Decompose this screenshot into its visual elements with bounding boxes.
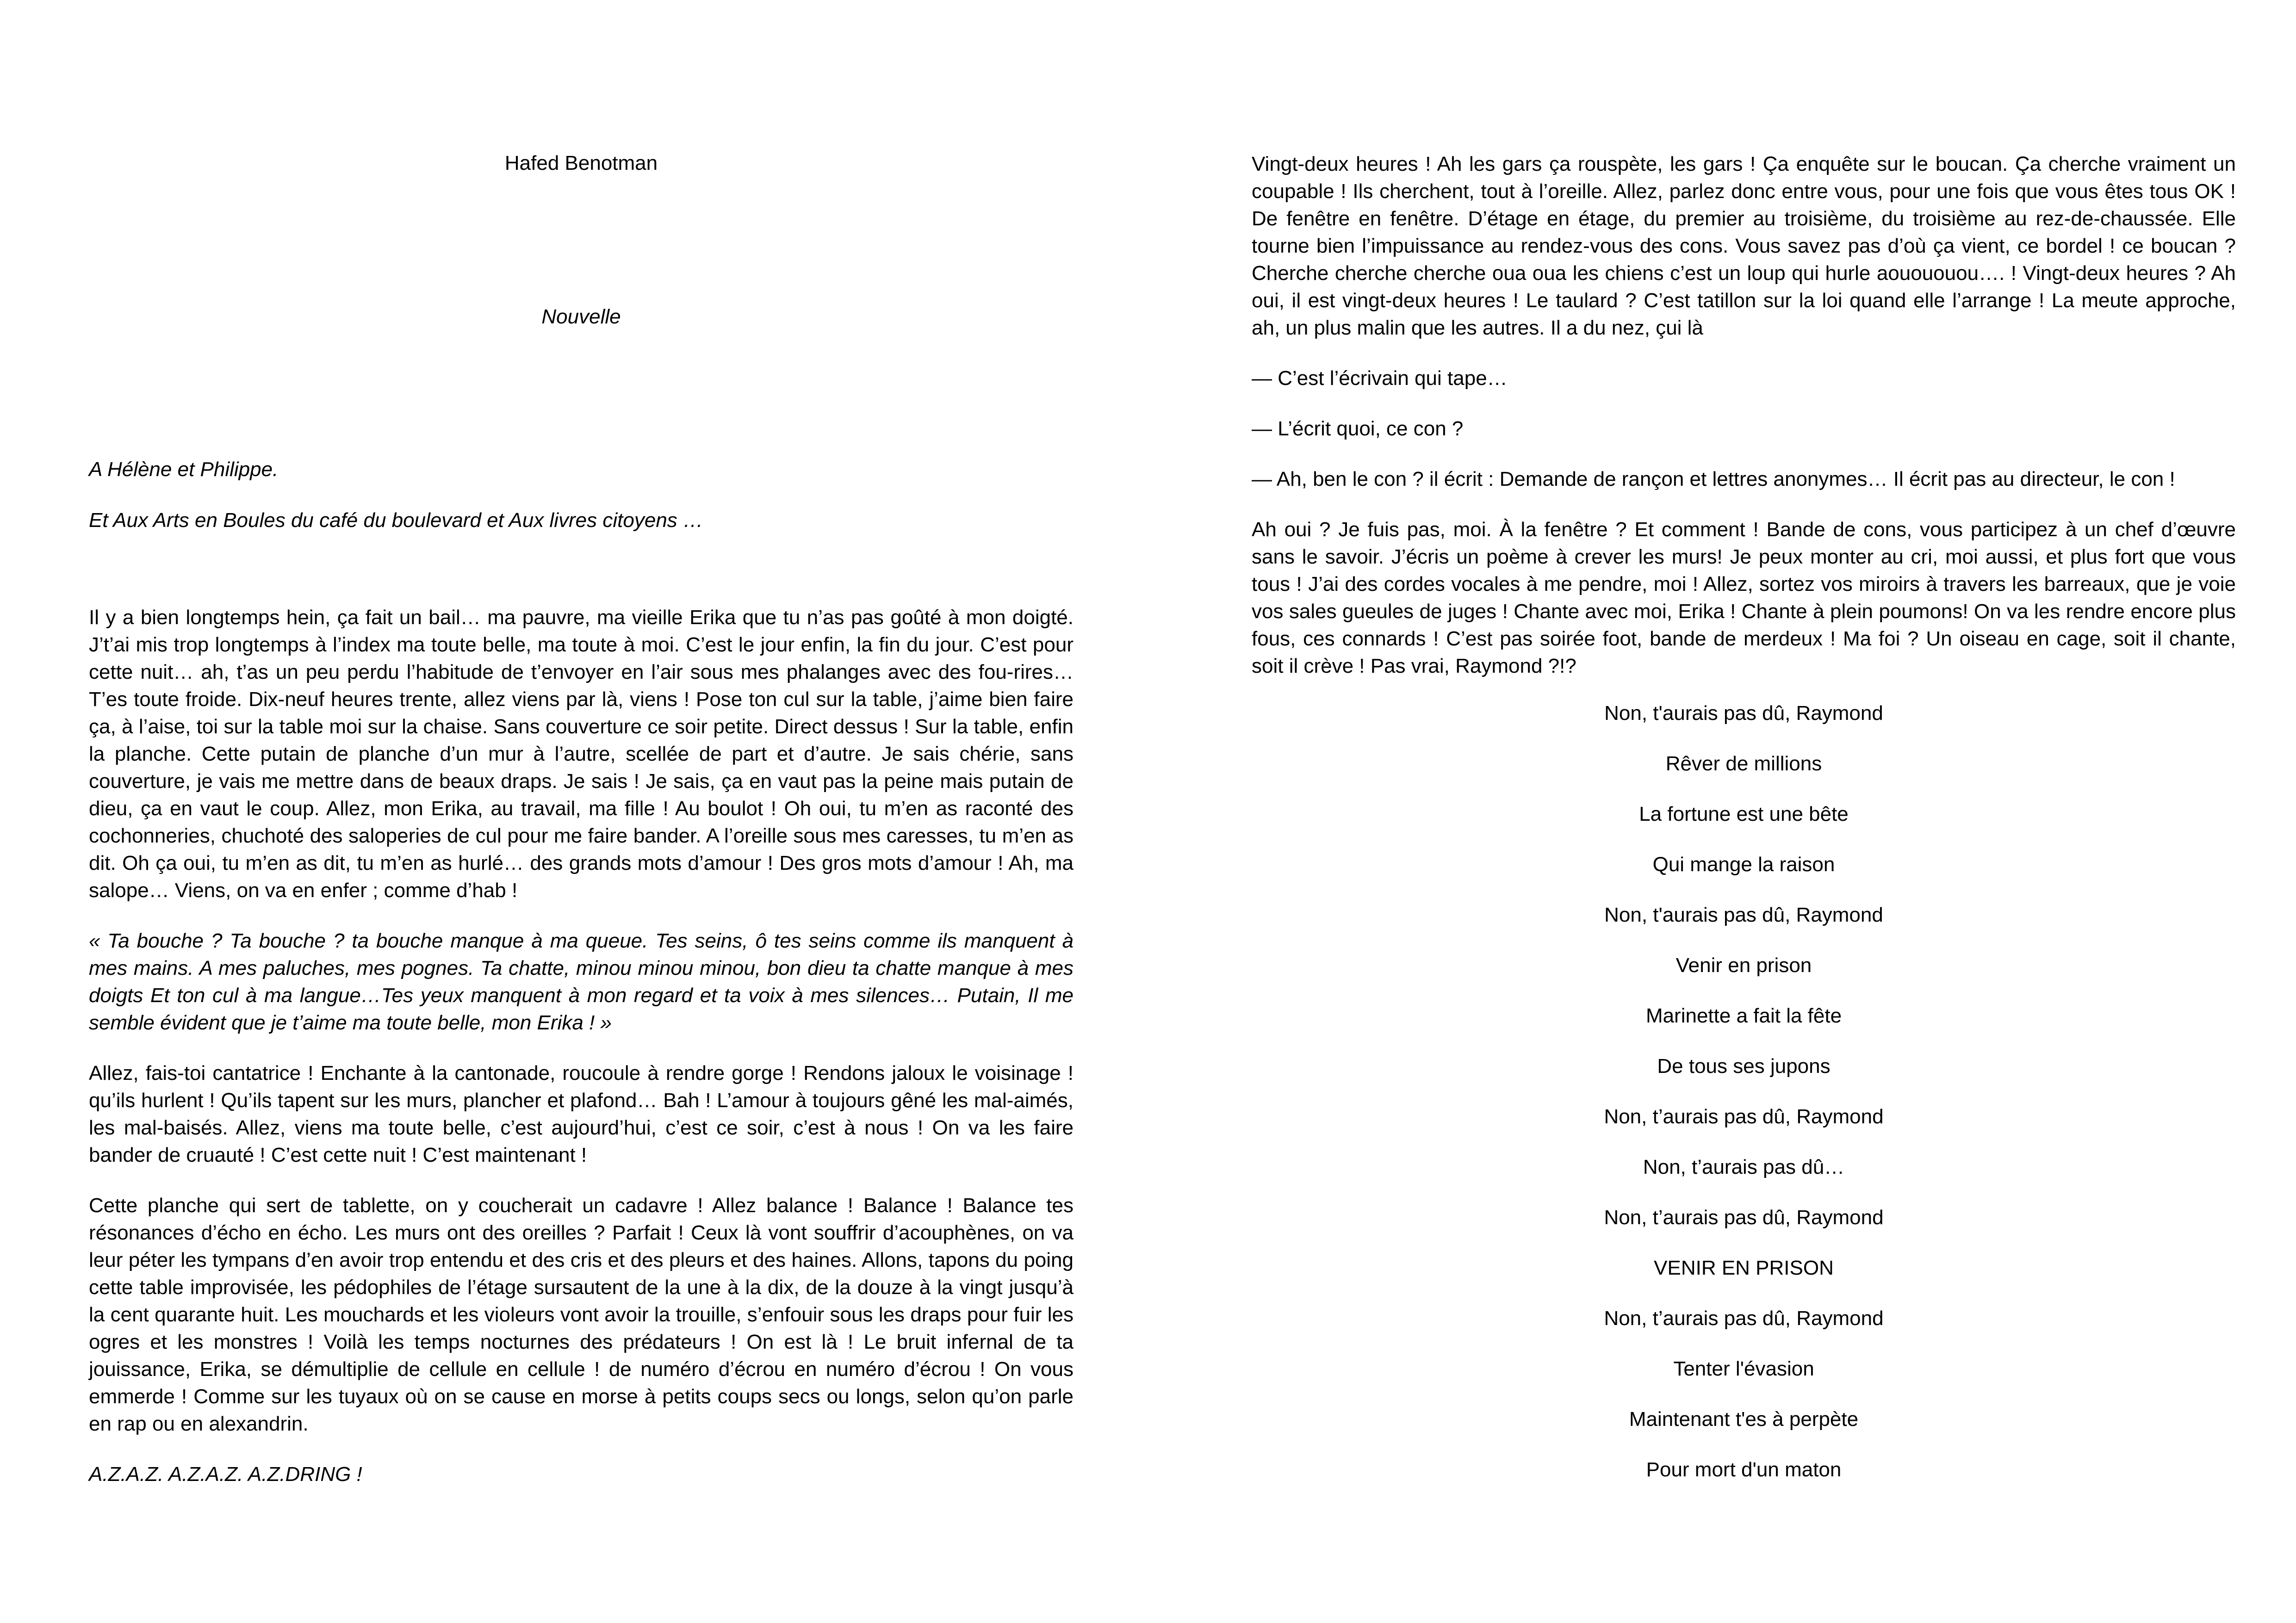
dialogue-line: — L’écrit quoi, ce con ? xyxy=(1252,417,1464,440)
song-line: Maintenant t'es à perpète xyxy=(1629,1408,1859,1431)
right-body-text xyxy=(1252,150,2236,703)
song-line: Non, t’aurais pas dû… xyxy=(1643,1156,1845,1178)
dialogue-line: — C’est l’écrivain qui tape… xyxy=(1252,367,1508,390)
song-line: Non, t’aurais pas dû, Raymond xyxy=(1604,1206,1884,1229)
paragraph: Cette planche qui sert de tablette, on y coucherait un cadavre ! Allez balance ! Balance ! Balance tes résonances d’écho en écho. Les murs ont des oreilles ? Parfait ! Ceux là vont souffrir d’acouphènes, on va leur péter les tympans d’en avoir trop entendu et des cris et des pleurs et des haines. Allons, tapons du poing cette table improvisée, les pédophiles de l’étage sursautent de la une à la dix, de la douze à la vingt jusqu’à la cent quarante huit. Les mouchards et les violeurs vont avoir la trouille, s’enfouir sous les draps pour fuir les ogres et les monstres ! Voilà les temps nocturnes des prédateurs ! On est là ! Le bruit infernal de ta jouissance, Erika, se démultiplie de cellule en cellule ! de numéro d’écrou en numéro d’écrou ! On vous emmerde ! Comme sur les tuyaux où on se cause en morse à petits coups secs ou longs, selon qu’on parle en rap ou en alexandrin. xyxy=(89,1194,1074,1435)
song-lyrics xyxy=(1252,700,2236,1506)
author-name: Hafed Benotman xyxy=(504,152,658,174)
song-line: Tenter l'évasion xyxy=(1673,1357,1814,1380)
song-line: VENIR EN PRISON xyxy=(1654,1257,1834,1279)
song-line: Non, t'aurais pas dû, Raymond xyxy=(1604,904,1883,926)
song-line: Pour mort d'un maton xyxy=(1646,1458,1842,1481)
song-line: Non, t’aurais pas dû, Raymond xyxy=(1604,1307,1884,1330)
genre-subtitle: Nouvelle xyxy=(541,305,621,328)
song-line: Non, t'aurais pas dû, Raymond xyxy=(1604,702,1883,725)
paragraph: Allez, fais-toi cantatrice ! Enchante à la cantonade, roucoule à rendre gorge ! Rendons jaloux le voisinage ! qu’ils hurlent ! Qu’ils tapent sur les murs, plancher et plafond… Bah ! L’amour à toujours gêné les mal-aimés, les mal-baisés. Allez, viens ma toute belle, c’est aujourd’hui, c’est ce soir, c’est à nous ! On va les faire bander de cruauté ! C’est cette nuit ! C’est maintenant ! xyxy=(89,1062,1074,1166)
dialogue-line: — Ah, ben le con ? il écrit : Demande de rançon et lettres anonymes… Il écrit pas au directeur, le con ! xyxy=(1252,468,2175,490)
paragraph: Vingt-deux heures ! Ah les gars ça rouspète, les gars ! Ça enquête sur le boucan. Ça cherche vraiment un coupable ! Ils cherchent, tout à l’oreille. Allez, parlez donc entre vous, pour une fois que vous êtes tous OK ! De fenêtre en fenêtre. D’étage en étage, du premier au troisième, du troisième au rez-de-chaussée. Elle tourne bien l’impuissance au rendez-vous des cons. Vous savez pas d’où ça vient, ce bordel ! ce boucan ? Cherche cherche cherche oua oua les chiens c’est un loup qui hurle aouououou…. ! Vingt-deux heures ? Ah oui, il est vingt-deux heures ! Le taulard ? C’est tatillon sur la loi quand elle l’arrange ! La meute approche, ah, un plus malin que les autres. Il a du nez, çui là xyxy=(1252,153,2236,339)
dedication-line-1: A Hélène et Philippe. xyxy=(89,458,279,481)
song-line: Non, t’aurais pas dû, Raymond xyxy=(1604,1105,1884,1128)
song-line: Qui mange la raison xyxy=(1652,853,1835,876)
paragraph-italic-sound: A.Z.A.Z. A.Z.A.Z. A.Z.DRING ! xyxy=(89,1463,362,1486)
song-line: La fortune est une bête xyxy=(1639,803,1849,825)
song-line: Marinette a fait la fête xyxy=(1645,1004,1842,1027)
song-line: Rêver de millions xyxy=(1665,752,1822,775)
song-line: De tous ses jupons xyxy=(1657,1055,1831,1078)
dedication-line-2: Et Aux Arts en Boules du café du boulevard et Aux livres citoyens … xyxy=(89,509,704,532)
paragraph: Il y a bien longtemps hein, ça fait un bail… ma pauvre, ma vieille Erika que tu n’as pas goûté à mon doigté. J’t’ai mis trop longtemps à l’index ma toute belle, ma toute à moi. C’est le jour enfin, la fin du jour. C’est pour cette nuit… ah, t’as un peu perdu l’habitude de t’envoyer en l’air sous mes phalanges avec des fou-rires… T’es toute froide. Dix-neuf heures trente, allez viens par là, viens ! Pose ton cul sur la table, j’aime bien faire ça, à l’aise, toi sur la table moi sur la chaise. Sans couverture ce soir petite. Direct dessus ! Sur la table, enfin la planche. Cette putain de planche d’un mur à l’autre, scellée de part et d’autre. Je sais chérie, sans couverture, je vais me mettre dans de beaux draps. Je sais ! Je sais, ça en vaut pas la peine mais putain de dieu, ça en vaut le coup. Allez, mon Erika, au travail, ma fille ! Au boulot ! Oh oui, tu m’en as raconté des cochonneries, chuchoté des saloperies de cul pour me faire bander. A l’oreille sous mes caresses, tu m’en as dit. Oh ça oui, tu m’en as dit, tu m’en as hurlé… des grands mots d’amour ! Des gros mots d’amour ! Ah, ma salope… Viens, on va en enfer ; comme d’hab ! xyxy=(89,606,1074,902)
paragraph-italic-quote: « Ta bouche ? Ta bouche ? ta bouche manque à ma queue. Tes seins, ô tes seins comme ils manquent à mes mains. A mes paluches, mes pognes. Ta chatte, minou minou minou, bon dieu ta chatte manque à mes doigts Et ton cul à ma langue…Tes yeux manquent à mon regard et ta voix à mes silences… Putain, Il me semble évident que je t’aime ma toute belle, mon Erika ! » xyxy=(89,929,1074,1034)
left-body-text xyxy=(89,604,1074,1511)
paragraph: Ah oui ? Je fuis pas, moi. À la fenêtre ? Et comment ! Bande de cons, vous participez à un chef d’œuvre sans le savoir. J’écris un poème à crever les murs! Je peux monter au cri, moi aussi, et plus fort que vous tous ! J’ai des cordes vocales à me pendre, moi ! Allez, sortez vos miroirs à travers les barreaux, que je voie vos sales gueules de juges ! Chante avec moi, Erika ! Chante à plein poumons! On va les rendre encore plus fous, ces connards ! C’est pas soirée foot, bande de merdeux ! Ma foi ? Un oiseau en cage, soit il chante, soit il crève ! Pas vrai, Raymond ?!? xyxy=(1252,518,2236,677)
right-page xyxy=(1252,0,2236,1623)
song-line: Venir en prison xyxy=(1675,954,1812,977)
left-page xyxy=(89,0,1074,1623)
